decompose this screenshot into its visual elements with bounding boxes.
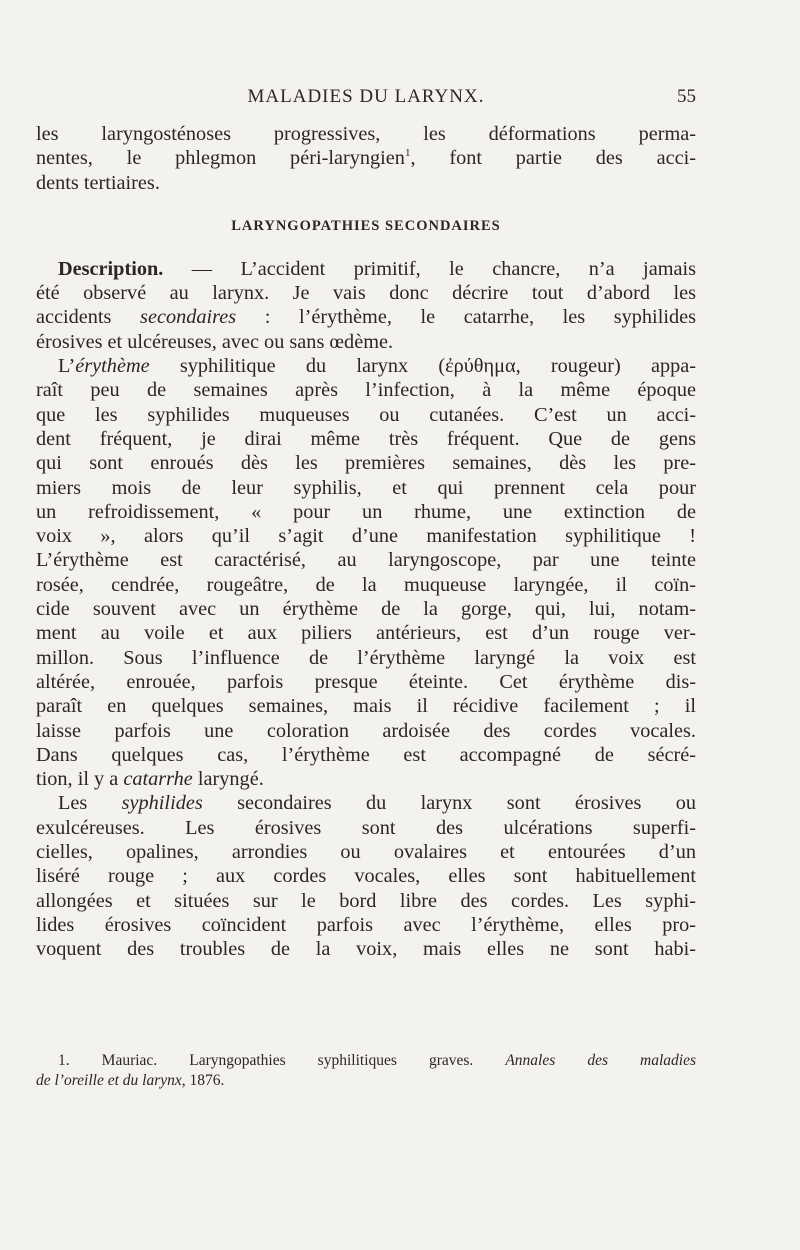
text-line: liséré rouge ; aux cordes vocales, elles sont habituellement (36, 865, 696, 888)
text-line: exulcéreuses. Les érosives sont des ulcérations superfi- (36, 816, 696, 839)
running-title: MALADIES DU LARYNX. (247, 86, 485, 107)
text-line: un refroidissement, « pour un rhume, une extinction de (36, 500, 696, 523)
text-line: L’érythème syphilitique du larynx (ἐρύθημα, rougeur) appa- (58, 355, 696, 378)
text-line: Dans quelques cas, l’érythème est accompagné de sécré- (36, 743, 696, 766)
body-text (36, 122, 696, 962)
text-line: qui sont enroués dès les premières semaines, dès les pre- (36, 452, 696, 475)
running-head (36, 86, 696, 114)
text-line: nentes, le phlegmon péri-laryngien$^1$, font partie des acci- (36, 147, 696, 170)
text-line: les laryngosténoses progressives, les déformations perma- (36, 123, 696, 145)
footnote (36, 1051, 696, 1091)
footnote-reference: 1 (404, 147, 411, 160)
text-line: dents tertiaires. (36, 171, 160, 194)
text-line: tion, il y a catarrhe laryngé. (36, 768, 264, 791)
text-line: paraît en quelques semaines, mais il récidive facilement ; il (36, 695, 696, 718)
text-line: Les syphilides secondaires du larynx sont érosives ou (58, 792, 696, 815)
text-line: voix », alors qu’il s’agit d’une manifestation syphilitique ! (36, 525, 696, 548)
text-line: allongées et situées sur le bord libre des cordes. Les syphi- (36, 889, 696, 912)
text-line: ment au voile et aux piliers antérieurs, est d’un rouge ver- (36, 622, 696, 645)
text-line: Description. — L’accident primitif, le chancre, n’a jamais (58, 257, 696, 280)
text-line: laisse parfois une coloration ardoisée des cordes vocales. (36, 719, 696, 742)
text-line: millon. Sous l’influence de l’érythème laryngé la voix est (36, 646, 696, 669)
text-line: cide souvent avec un érythème de la gorge, qui, lui, notam- (36, 598, 696, 621)
text-line: voquent des troubles de la voix, mais elles ne sont habi- (36, 938, 696, 961)
text-line: dent fréquent, je dirai même très fréquent. Que de gens (36, 427, 696, 450)
section-heading: LARYNGOPATHIES SECONDAIRES (231, 217, 501, 234)
text-line: lides érosives coïncident parfois avec l’érythème, elles pro- (36, 913, 696, 936)
footnote-line: 1. Mauriac. Laryngopathies syphilitiques graves. Annales des maladies (58, 1052, 696, 1069)
text-line: miers mois de leur syphilis, et qui prennent cela pour (36, 476, 696, 499)
text-line: rosée, cendrée, rougeâtre, de la muqueuse laryngée, il coïn- (36, 573, 696, 596)
text-line: L’érythème est caractérisé, au laryngoscope, par une teinte (36, 549, 696, 572)
text-line: été observé au larynx. Je vais donc décrire tout d’abord les (36, 282, 696, 305)
text-line: altérée, enrouée, parfois presque éteinte. Cet érythème dis- (36, 670, 696, 693)
text-line: raît peu de semaines après l’infection, à la même époque (36, 379, 696, 402)
footnote-line: de l’oreille et du larynx, 1876. (36, 1072, 225, 1089)
text-line: accidents secondaires : l’érythème, le catarrhe, les syphilides (36, 306, 697, 329)
page-number: 55 (677, 86, 696, 107)
text-line: érosives et ulcéreuses, avec ou sans œdème. (36, 330, 394, 353)
text-line: cielles, opalines, arrondies ou ovalaires et entourées d’un (36, 841, 696, 864)
run-in-heading: Description. (58, 257, 164, 280)
footnote-number: 1. (58, 1052, 70, 1069)
text-line: que les syphilides muqueuses ou cutanées. C’est un acci- (36, 403, 696, 426)
